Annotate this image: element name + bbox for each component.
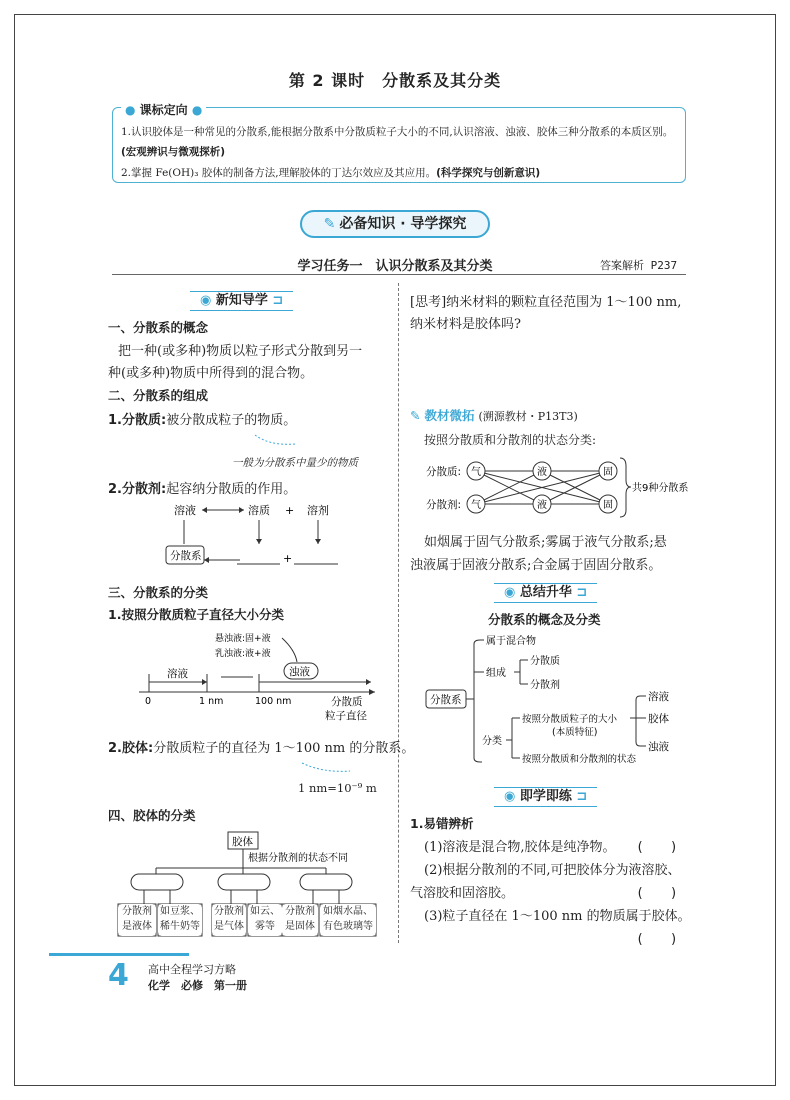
d4-total: 共9种分散系 — [632, 483, 689, 494]
tb-text-line1: 如烟属于固气分散系;雾属于液气分散系;悬 — [424, 535, 667, 550]
new-knowledge-label: 新知导学 — [215, 293, 268, 308]
d5-c2: 胶体 — [648, 713, 669, 725]
d3-b3: 分散剂是固体 — [282, 904, 318, 936]
d4-solid-top: 固 — [603, 467, 613, 478]
d5-c1: 溶液 — [648, 691, 669, 703]
d3-e3: 如烟水晶、有色玻璃等 — [320, 904, 376, 936]
d2-axis-label-1: 分散质 — [331, 696, 363, 708]
d4-gas-top: 气 — [471, 467, 481, 478]
s1-heading: 一、分散系的概念 — [108, 320, 209, 335]
task-title: 学习任务一 认识分散系及其分类 — [297, 259, 493, 274]
d2-tick-1: 1 nm — [199, 696, 224, 707]
d5-n3a-2: (本质特征) — [552, 727, 598, 738]
standards-label-text: 课标定向 — [139, 103, 188, 117]
d1-arrowhead — [204, 557, 209, 563]
d3-b1: 分散剂是液体 — [118, 904, 156, 936]
d1-plus-top: + — [285, 504, 295, 517]
tb-source: (溯源教材・P13T3) — [478, 410, 578, 423]
d2-axis-arrow — [369, 689, 375, 695]
d4-brace — [620, 458, 631, 517]
d5-n3-brace — [506, 718, 520, 758]
s3-item2 — [108, 737, 414, 756]
d5-n2b: 分散剂 — [530, 680, 560, 691]
d4-liquid-bottom: 液 — [537, 500, 547, 511]
d3-blank-1 — [131, 874, 183, 890]
ribbon-icon: ⊐ — [576, 789, 588, 804]
d2-bracket — [282, 638, 297, 662]
target-icon: ◉ — [200, 293, 212, 308]
tb-label: 教材微拓 — [424, 408, 475, 423]
d1-solute: 溶质 — [248, 504, 270, 517]
bullet-icon: ● — [191, 103, 203, 117]
d4-solid-bottom: 固 — [603, 500, 613, 511]
q2-line2: 气溶胶和固溶胶。 — [410, 886, 515, 901]
note-curve — [250, 430, 300, 450]
ribbon-icon: ⊐ — [272, 293, 284, 308]
colloid-definition: 分散质粒子的直径为 1～100 nm 的分散系。 — [153, 741, 415, 756]
d5-n2: 组成 — [486, 668, 506, 679]
solute-note: 一般为分散系中量少的物质 — [232, 457, 358, 469]
q2-answer-blank[interactable]: ( ) — [636, 886, 678, 901]
q3: (3)粒子直径在 1～100 nm 的物质属于胶体。 — [424, 909, 691, 924]
s3-item1: 1.按照分散质粒子直径大小分类 — [108, 607, 284, 622]
pencil-icon: ✎ — [323, 216, 336, 232]
footer-book: 化学 必修 第一册 — [148, 979, 247, 992]
colloid-term: 2.胶体: — [108, 741, 154, 756]
d3-b2: 分散剂是气体 — [212, 904, 246, 936]
d1-system: 分散系 — [170, 550, 202, 562]
s2-heading: 二、分散系的组成 — [108, 388, 209, 403]
d1-plus-bottom: + — [283, 552, 293, 565]
practice-pill — [494, 787, 597, 807]
d5-n2a: 分散质 — [530, 656, 560, 667]
d3-e1: 如豆浆、稀牛奶等 — [158, 904, 202, 936]
new-knowledge-pill — [190, 291, 293, 311]
d5-n3a-brace — [630, 696, 646, 746]
d3-root: 胶体 — [232, 836, 253, 848]
d1-down-arrows — [256, 539, 321, 544]
think-line2: 纳米材料是胶体吗? — [410, 317, 521, 332]
solute-definition: 被分散成粒子的物质。 — [166, 413, 297, 428]
d5-n2-brace — [514, 660, 528, 684]
d5-n1: 属于混合物 — [486, 636, 536, 647]
state-classification-diagram — [424, 452, 694, 522]
practice-label: 即学即练 — [519, 789, 572, 804]
lesson-title: 第 2 课时 分散系及其分类 — [288, 71, 502, 90]
footer-series: 高中全程学习方略 — [148, 963, 236, 976]
solvent-term: 2.分散剂: — [108, 482, 167, 497]
d4-row1: 分散质: — [426, 466, 462, 478]
d4-row2: 分散剂: — [426, 499, 462, 511]
section-banner-label: 必备知识 · 导学探究 — [339, 216, 467, 232]
s4-heading: 四、胶体的分类 — [108, 808, 196, 823]
s2-item2 — [108, 478, 296, 497]
composition-diagram — [160, 498, 360, 576]
section-banner — [300, 210, 490, 238]
standard-item-2-text: 2.掌握 Fe(OH)₃ 胶体的制备方法,理解胶体的丁达尔效应及其应用。 — [121, 167, 437, 179]
s1-body-line2: 种(或多种)物质中所得到的混合物。 — [108, 366, 314, 381]
d2-emulsion: 乳浊液:液+液 — [215, 649, 271, 659]
d3-e2: 如云、雾等 — [248, 904, 282, 936]
d5-root: 分散系 — [430, 694, 462, 706]
particle-size-axis-diagram — [135, 630, 380, 722]
s1-body-line1: 把一种(或多种)物质以粒子形式分散到另一 — [118, 344, 363, 359]
tb-intro: 按照分散质和分散剂的状态分类: — [424, 433, 597, 447]
answer-reference: 答案解析 P237 — [600, 259, 678, 272]
summary-title: 分散系的概念及分类 — [488, 612, 601, 627]
summary-label: 总结升华 — [519, 585, 572, 600]
d2-tick-0: 0 — [145, 696, 152, 707]
d1-solvent: 溶剂 — [307, 504, 329, 517]
q-heading: 1.易错辨析 — [410, 816, 474, 831]
solute-term: 1.分散质: — [108, 413, 167, 428]
unit-note: 1 nm=10⁻⁹ m — [298, 781, 377, 795]
target-icon: ◉ — [504, 789, 516, 804]
d3-basis: 根据分散剂的状态不同 — [248, 853, 348, 864]
s2-item1 — [108, 409, 296, 428]
d2-tick-100: 100 nm — [255, 696, 292, 707]
standard-item-1-text: 1.认识胶体是一种常见的分散系,能根据分散系中分散质粒子大小的不同,认识溶液、浊液、胶体三种分散系的本质区别。 — [121, 126, 674, 138]
summary-tree-diagram — [424, 632, 696, 772]
summary-pill — [494, 583, 597, 603]
column-divider — [398, 283, 399, 943]
d2-axis-label-2: 粒子直径 — [325, 710, 367, 722]
standard-item-1-tag: (宏观辨识与微观探析) — [121, 146, 226, 158]
bullet-icon: ● — [125, 103, 136, 117]
q1-answer-blank[interactable]: ( ) — [636, 840, 678, 855]
d5-c3: 浊液 — [648, 741, 669, 753]
d2-solution: 溶液 — [167, 668, 188, 680]
q1: (1)溶液是混合物,胶体是纯净物。 — [424, 840, 616, 855]
standard-item-2-tag: (科学探究与创新意识) — [436, 167, 541, 179]
d5-n3a-1: 按照分散质粒子的大小 — [522, 714, 618, 725]
d2-turbid: 浊液 — [289, 666, 310, 678]
standards-label — [121, 99, 206, 121]
d3-blank-2 — [218, 874, 270, 890]
standard-item-2 — [121, 162, 679, 184]
task-underline — [112, 274, 686, 275]
page-number: 4 — [108, 958, 129, 993]
d5-n3b: 按照分散质和分散剂的状态 — [522, 754, 637, 765]
textbook-extension-label — [410, 406, 578, 424]
d2-suspension: 悬浊液:固+液 — [215, 634, 271, 644]
tb-text-line2: 浊液属于固液分散系;合金属于固固分散系。 — [410, 558, 662, 573]
edit-icon: ✎ — [410, 408, 421, 423]
d4-liquid-top: 液 — [537, 467, 547, 478]
q3-answer-blank[interactable]: ( ) — [636, 932, 678, 947]
footer-bar — [49, 953, 189, 956]
d1-solution: 溶液 — [174, 504, 196, 517]
d3-blank-3 — [300, 874, 352, 890]
d5-n3: 分类 — [482, 736, 502, 747]
target-icon: ◉ — [504, 585, 516, 600]
curriculum-standards-box — [112, 103, 686, 183]
think-line1: [思考]纳米材料的颗粒直径范围为 1～100 nm, — [410, 295, 682, 310]
s3-heading: 三、分散系的分类 — [108, 585, 209, 600]
solvent-definition: 起容纳分散质的作用。 — [166, 482, 297, 497]
d4-gas-bottom: 气 — [471, 500, 481, 511]
ribbon-icon: ⊐ — [576, 585, 588, 600]
q2-line1: (2)根据分散剂的不同,可把胶体分为液溶胶、 — [424, 863, 681, 878]
unit-note-curve — [298, 757, 358, 777]
standard-item-1 — [121, 122, 679, 162]
